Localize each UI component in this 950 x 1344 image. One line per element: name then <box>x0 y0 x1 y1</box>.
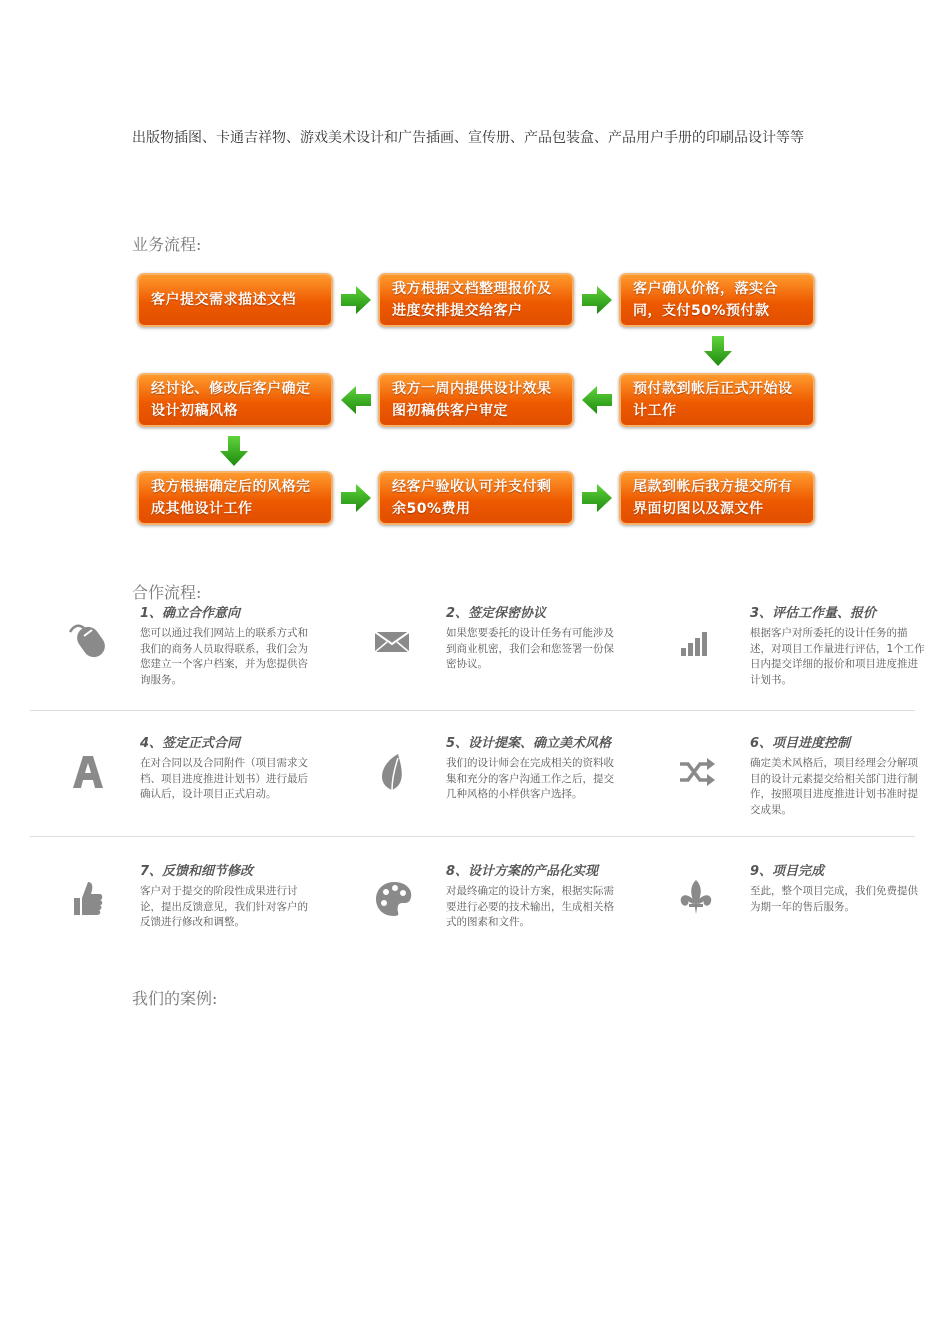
coop-step-title: 4、签定正式合同 <box>140 736 241 751</box>
coop-step-title: 3、评估工作量、报价 <box>750 606 877 621</box>
cases-label: 我们的案例: <box>132 989 218 1008</box>
business-flow-label: 业务流程: <box>132 235 202 254</box>
flow-step-2: 我方根据文档整理报价及进度安排提交给客户 <box>378 273 574 327</box>
coop-step-9 <box>676 860 950 970</box>
arrow-down-icon <box>701 334 735 368</box>
business-flow-diagram <box>0 0 950 540</box>
coop-step-text: 对最终确定的设计方案，根据实际需要进行必要的技术输出，生成相关格式的图素和文件。 <box>446 885 614 928</box>
flow-step-7: 我方根据确定后的风格完成其他设计工作 <box>137 471 333 525</box>
bar-chart-icon <box>676 616 728 668</box>
coop-step-text: 如果您要委托的设计任务有可能涉及到商业机密，我们会和您签署一份保密协议。 <box>446 627 614 670</box>
coop-step-1 <box>66 602 366 712</box>
coop-step-title: 1、确立合作意向 <box>140 606 241 621</box>
cooperation-flow-label: 合作流程: <box>132 583 202 602</box>
intro-paragraph: 出版物插图、卡通吉祥物、游戏美术设计和广告插画、宣传册、产品包装盒、产品用户手册的印刷品设计等等 <box>132 130 804 146</box>
coop-step-title: 2、签定保密协议 <box>446 606 547 621</box>
flow-step-4: 预付款到帐后正式开始设计工作 <box>619 373 815 427</box>
coop-step-text: 确定美术风格后，项目经理会分解项目的设计元素提交给相关部门进行制作，按照项目进度推进计划书准时提交成果。 <box>750 757 918 816</box>
flow-step-6: 经讨论、修改后客户确定设计初稿风格 <box>137 373 333 427</box>
leaf-icon <box>372 746 424 798</box>
coop-step-text: 您可以通过我们网站上的联系方式和我们的商务人员取得联系，我们会为您建立一个客户档案，并为您提供咨询服务。 <box>140 627 308 686</box>
coop-step-3 <box>676 602 950 712</box>
coop-step-8 <box>372 860 672 970</box>
coop-step-text: 客户对于提交的阶段性成果进行讨论，提出反馈意见，我们针对客户的反馈进行修改和调整。 <box>140 885 308 928</box>
thumbs-up-icon <box>66 874 118 926</box>
mouse-icon <box>66 616 118 668</box>
arrow-right-icon <box>580 481 614 515</box>
coop-step-title: 6、项目进度控制 <box>750 736 851 751</box>
arrow-right-icon <box>580 283 614 317</box>
coop-step-text: 在对合同以及合同附件（项目需求文档、项目进度推进计划书）进行最后确认后，设计项目正式启动。 <box>140 757 308 800</box>
arrow-right-icon <box>339 283 373 317</box>
fleur-de-lis-icon <box>676 874 728 926</box>
letter-a-icon <box>66 746 118 798</box>
palette-icon <box>372 874 424 926</box>
coop-step-4 <box>66 732 366 842</box>
envelope-icon <box>372 616 424 668</box>
divider <box>30 710 915 711</box>
coop-step-6 <box>676 732 950 842</box>
divider <box>30 836 915 837</box>
coop-step-text: 我们的设计师会在完成相关的资料收集和充分的客户沟通工作之后，提交几种风格的小样供客户选择。 <box>446 757 614 800</box>
coop-step-7 <box>66 860 366 970</box>
coop-step-text: 根据客户对所委托的设计任务的描述，对项目工作量进行评估，1个工作日内提交详细的报价和项目进度推进计划书。 <box>750 627 925 686</box>
flow-step-9: 尾款到帐后我方提交所有界面切图以及源文件 <box>619 471 815 525</box>
arrow-left-icon <box>339 383 373 417</box>
flow-step-1: 客户提交需求描述文档 <box>137 273 333 327</box>
flow-step-8: 经客户验收认可并支付剩余50%费用 <box>378 471 574 525</box>
coop-step-2 <box>372 602 672 712</box>
coop-step-title: 9、项目完成 <box>750 864 825 879</box>
shuffle-icon <box>676 746 728 798</box>
coop-step-text: 至此，整个项目完成，我们免费提供为期一年的售后服务。 <box>750 885 918 913</box>
coop-step-title: 5、设计提案、确立美术风格 <box>446 736 612 751</box>
arrow-left-icon <box>580 383 614 417</box>
coop-step-title: 7、反馈和细节修改 <box>140 864 254 879</box>
arrow-down-icon <box>217 434 251 468</box>
coop-step-title: 8、设计方案的产品化实现 <box>446 864 599 879</box>
flow-step-5: 我方一周内提供设计效果图初稿供客户审定 <box>378 373 574 427</box>
flow-step-3: 客户确认价格，落实合同，支付50%预付款 <box>619 273 815 327</box>
arrow-right-icon <box>339 481 373 515</box>
coop-step-5 <box>372 732 672 842</box>
